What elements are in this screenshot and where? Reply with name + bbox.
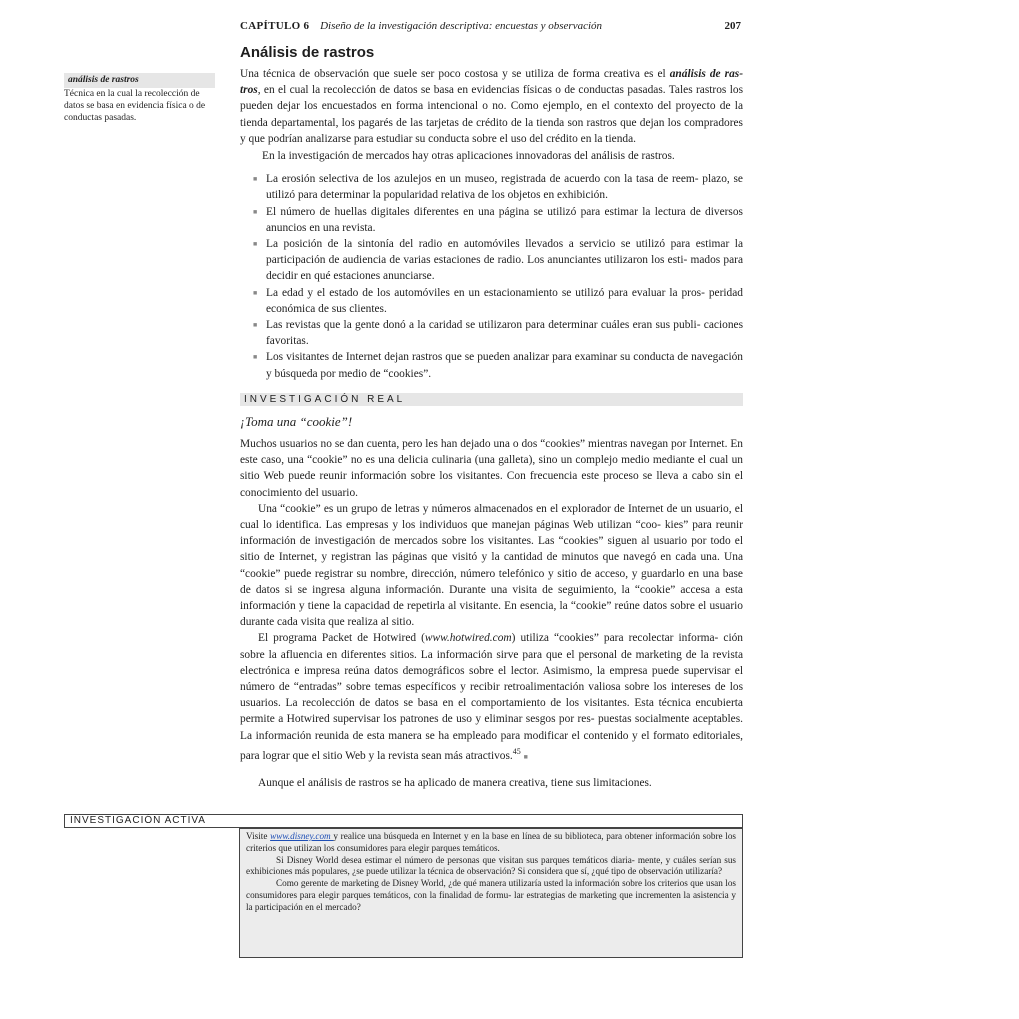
section-title: Análisis de rastros bbox=[240, 44, 375, 61]
defined-term: análisis de ras- tros bbox=[240, 68, 743, 97]
real-paragraph-4: Aunque el análisis de rastros se ha aplicado de manera creativa, tiene sus limitaciones. bbox=[258, 776, 652, 789]
active-paragraph-2: Si Disney World desea estimar el número de personas que visitan sus parques temáticos diaria- mente, y cuáles serían sus exhibiciones más populares, ¿se puede utilizar la técnica de observación? Si considera que sí, ¿qué tipo de observación utilizaría? bbox=[246, 854, 736, 877]
intro-text bbox=[240, 66, 743, 382]
list-item: ■ El número de huellas digitales diferentes en una página se utilizó para estimar la lectura de diversos anuncios en una revista. bbox=[240, 204, 743, 236]
active-paragraph-1 bbox=[246, 831, 736, 855]
margin-definition: Técnica en la cual la recolección de datos se basa en evidencia física o de conductas pasadas. bbox=[64, 89, 206, 123]
list-item: ■ La erosión selectiva de los azulejos en un museo, registrada de acuerdo con la tasa de reem- plazo, se utilizó para determinar la popularidad relativa de los objetos en exhibición. bbox=[240, 171, 743, 203]
end-mark-icon: ■ bbox=[523, 752, 528, 761]
disney-link[interactable]: www.disney.com bbox=[270, 831, 334, 841]
active-paragraph-3: Como gerente de marketing de Disney World, ¿de qué manera utilizaría usted la información sobre los criterios que usan los consumidores para elegir parques temáticos, con la finalidad de formu- lar estrategias de marketing que incrementen la asistencia y la participación en el mercado? bbox=[246, 878, 736, 912]
active-p1-end: y realice una búsqueda en Internet y en la base en línea de su biblioteca, para obtener información sobre los criterios que utilizan los consumidores para elegir parques temáticos. bbox=[246, 831, 737, 853]
intro-p1-end: , en el cual la recolección de datos se basa en evidencias físicas o de conductas pasadas. Tales rastros los pueden dejar los encuestados en forma intencional o no. Como ejemplo, en el contexto del proyecto de la tienda departamental, los pagarés de las tarjetas de crédito de la tienda son rastros que dejan los compradores y que podrían analizarse para estudiar su conducta sobre el uso del crédito en la tienda. bbox=[240, 84, 743, 145]
active-research-label: INVESTIGACIÓN ACTIVA bbox=[70, 815, 206, 826]
intro-p1-start: Una técnica de observación que suele ser poco costosa y se utiliza de forma creativa es el bbox=[240, 68, 670, 80]
list-item: ■ La posición de la sintonía del radio en automóviles llevados a servicio se utilizó para estimar la participación de audiencia de varias estaciones de radio. Los anunciantes utilizaron los esti- mados para decidir en qué estaciones anunciarse. bbox=[240, 236, 743, 285]
real-paragraph-3 bbox=[240, 630, 743, 764]
active-research-header bbox=[64, 814, 743, 828]
real-paragraph-1: Muchos usuarios no se dan cuenta, pero les han dejado una o dos “cookies” mientras navegan por Internet. En este caso, una “cookie” no es una delicia culinaria (una galleta), sino un complejo medio mediante el cual un sitio Web puede reunir información sobre los visitantes. Con frecuencia este proceso se lleva a cabo sin el conocimiento del usuario. bbox=[240, 438, 743, 499]
real-p3-start: El programa Packet de Hotwired ( bbox=[258, 632, 425, 645]
active-research-box bbox=[239, 828, 743, 958]
list-item: ■ Las revistas que la gente donó a la caridad se utilizaron para determinar cuáles eran sus publi- caciones favoritas. bbox=[240, 317, 743, 349]
footnote-ref: 45 bbox=[512, 746, 521, 756]
running-header bbox=[240, 20, 743, 38]
list-item: ■ Los visitantes de Internet dejan rastros que se pueden analizar para examinar su conducta de navegación y búsqueda por medio de “cookies”. bbox=[240, 349, 743, 381]
chapter-subtitle: Diseño de la investigación descriptiva: encuestas y observación bbox=[320, 20, 603, 32]
intro-paragraph-1 bbox=[240, 66, 743, 147]
page-number: 207 bbox=[724, 20, 741, 32]
list-item: ■ La edad y el estado de los automóviles en un estacionamiento se utilizó para evaluar la pros- peridad económica de sus clientes. bbox=[240, 285, 743, 317]
chapter-label: CAPÍTULO 6 bbox=[240, 20, 310, 32]
real-paragraph-2: Una “cookie” es un grupo de letras y números almacenados en el explorador de Internet de un usuario, el cual lo identifica. Las empresas y los individuos que manejan páginas Web utilizan “coo- kies” para reunir información de investigación de mercados sobre los visitantes. Las “cookies” siguen al usuario por todo el sitio de Internet, y registran las páginas que visitó y la cantidad de minutos que navegó en cada una. Una “cookie” puede registrar su nombre, dirección, número telefónico y sitio de acceso, y guardarlo en una base de datos si se ingresa alguna información. Durante una visita de seguimiento, la “cookie” accesa a esta información y tiene la capacidad de repetirla al visitante. En esencia, la “cookie” reúne datos sobre el usuario durante cada visita que realiza al sitio. bbox=[240, 502, 743, 629]
real-p3-end: ) utiliza “cookies” para recolectar informa- ción sobre la afluencia en diferentes sitios. La información sirve para que el personal de marketing de la revista electrónica e impresa reúna datos demográficos sobre el lector. Asimismo, la empresa puede supervisar el número de “entradas” sobre temas específicos y recibir retroalimentación valiosa sobre los intereses de los usuarios. La recolección de datos se basa en el comportamiento de los visitantes. Esta técnica encubierta permite a Hotwired supervisar los patrones de uso y eliminar sesgos por res- puestas socialmente aceptables. La información reunida de esta manera se ha empleado para modificar el contenido y el formato editoriales, para lograr que el sitio Web y la revista sean más atractivos. bbox=[240, 632, 744, 762]
real-research-text bbox=[240, 436, 743, 791]
bullet-list bbox=[240, 171, 743, 382]
hotwired-url: www.hotwired.com bbox=[424, 632, 512, 645]
real-research-band: INVESTIGACIÓN REAL bbox=[240, 393, 743, 406]
intro-paragraph-2: En la investigación de mercados hay otras aplicaciones innovadoras del análisis de rastros. bbox=[262, 150, 675, 163]
real-research-title: ¡Toma una “cookie”! bbox=[240, 414, 353, 429]
margin-term: análisis de rastros bbox=[64, 73, 215, 88]
active-p1-start: Visite bbox=[246, 831, 271, 841]
